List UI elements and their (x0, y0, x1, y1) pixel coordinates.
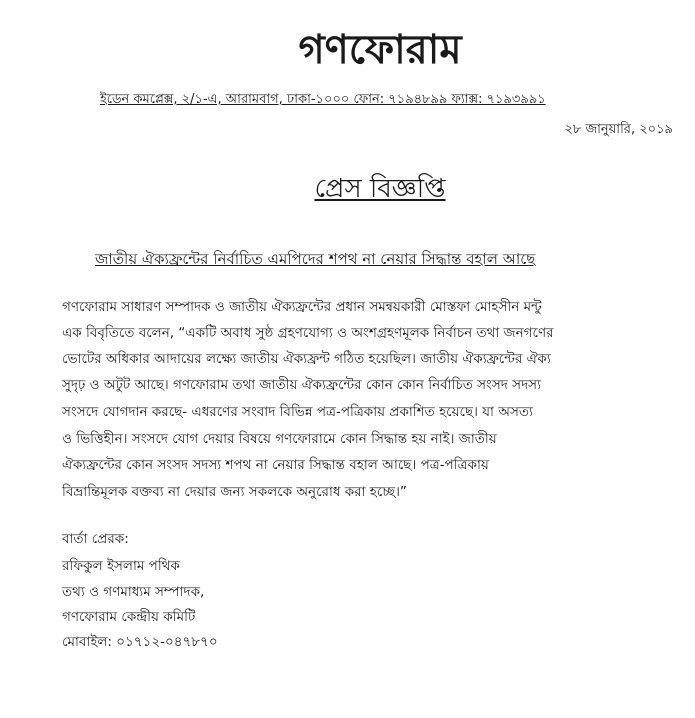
signature-mobile: মোবাইল: ০১৭১২-০৪৭৮৭০ (62, 634, 218, 650)
body-line: গণফোরাম সাধারণ সম্পাদক ও জাতীয় ঐক্যফ্রন্টের প্রধান সমন্বয়কারী মোস্তফা মোহসীন মন্টু (62, 299, 542, 315)
organization-title: গণফোরাম (298, 27, 462, 73)
body-line: সংসদে যোগদান করছে- এধরণের সংবাদ বিভিন্ন পত্র-পত্রিকায় প্রকাশিত হয়েছে। যা অসত্য (62, 404, 533, 420)
body-line: ভোটের অধিকার আদায়ের লক্ষ্যে জাতীয় ঐক্যফ্রন্ট গঠিত হয়েছিল। জাতীয় ঐক্যফ্রন্টের ঐক্য (62, 351, 551, 367)
signature-org: গণফোরাম কেন্দ্রীয় কমিটি (62, 609, 196, 625)
body-line: সুদৃঢ় ও অটুট আছে। গণফোরাম তথা জাতীয় ঐক্যফ্রন্টের কোন কোন নির্বাচিত সংসদ সদস্য (62, 377, 542, 393)
address-line: ইডেন কমপ্লেক্স, ২/১-এ, আরামবাগ, ঢাকা-১০০০ ফোন: ৭১৯৪৮৯৯ ফ্যাক্স: ৭১৯৩৯৯১ (100, 92, 546, 107)
headline: জাতীয় ঐক্যফ্রন্টের নির্বাচিত এমপিদের শপথ না নেয়ার সিদ্ধান্ত বহাল আছে (95, 250, 536, 268)
signature-name: রফিকুল ইসলাম পথিক (62, 558, 180, 574)
body-line: বিভ্রান্তিমূলক বক্তব্য না দেয়ার জন্য সকলকে অনুরোধ করা হচ্ছে।” (62, 484, 407, 500)
body-line: ঐক্যফ্রন্টের কোন সংসদ সদস্য শপথ না নেয়ার সিদ্ধান্ত বহাল আছে। পত্র-পত্রিকায় (62, 457, 489, 473)
signature-role: তথ্য ও গণমাধ্যম সম্পাদক, (62, 584, 205, 600)
body-line: ও ভিত্তিহীন। সংসদে যোগ দেয়ার বিষয়ে গণফোরামে কোন সিদ্ধান্ত হয় নাই। জাতীয় (62, 431, 497, 447)
body-line: এক বিবৃতিতে বলেন, “একটি অবাধ সুষ্ঠ গ্রহণযোগ্য ও অংশগ্রহণমূলক নির্বাচন তথা জনগণের (62, 325, 554, 341)
press-release-title: প্রেস বিজ্ঞপ্তি (314, 174, 446, 204)
date: ২৮ জানুয়ারি, ২০১৯ (564, 122, 673, 137)
signature-label: বার্তা প্রেরক: (62, 531, 129, 547)
